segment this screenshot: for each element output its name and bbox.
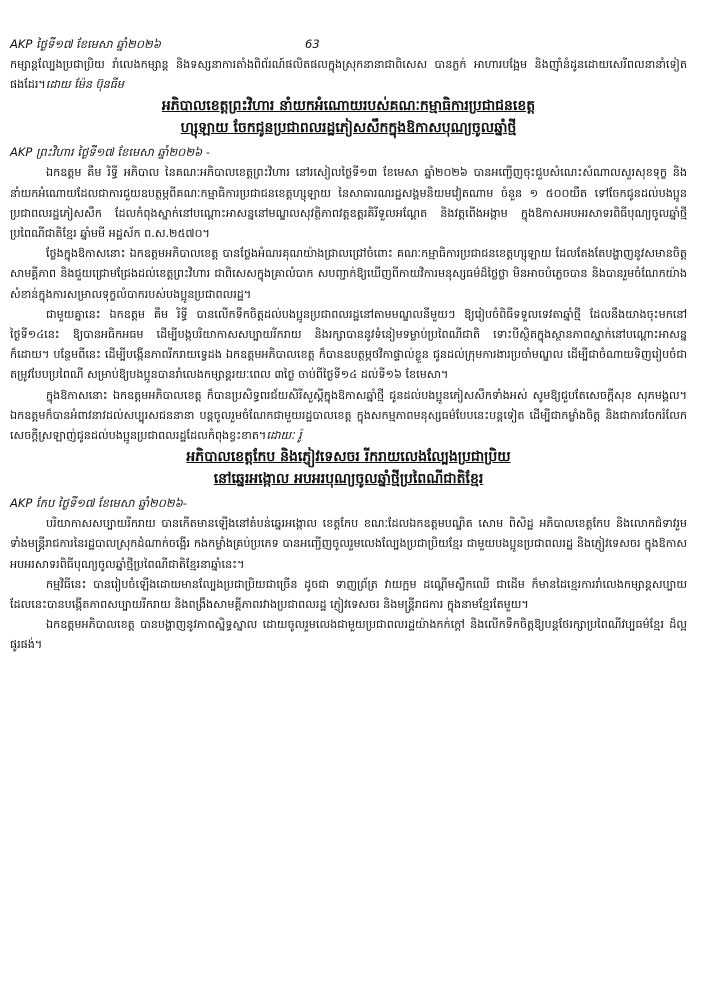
article-1-paragraph-1: ឯកឧត្ដម គឹម រិទ្ធី អភិបាល នៃគណៈអភិបាលខេត្តព្រះវិហារ នៅរសៀលថ្ងៃទី១៣ ខែមេសា ឆ្នាំ២០២៦ បានអញ្ជើញចុះជួបសំណេះសំណាលសួរសុខទុក្ខ និងនាំយកអំណោយដែលជាការជួយឧបត្ថម្ភពីគណៈកម្មាធិការប្រជាជនខេត្តហ្សុឡាយ នៃសាធារណរដ្ឋសង្គមនិយមវៀតណាម ចំនួន ១ ៥០០យឺត ទៅចែកជូនដល់បងប្អូនប្រជាពលរដ្ឋភៀសសឹក ដែលកំពុងស្នាក់នៅបណ្តោះអាសន្ននៅមណ្ឌលសុវត្ថិភាពវត្តឧត្តរគិរីទួលអណ្តែត និងវត្តពើងអង្កាម ក្នុងឱកាសអបអរសាទរពិធីបុណ្យចូលឆ្នាំថ្មីប្រពៃណីជាតិខ្មែរ ឆ្នាំមមី អដ្ឋស័ក ព.ស.២៥៧០។: [10, 166, 687, 241]
article-1: [10, 95, 687, 446]
article-1-byline: ដោយៈ រ៉ូ: [266, 429, 302, 443]
header-dateline: AKP ថ្ងៃទី១៧ ខែមេសា ឆ្នាំ២០២៦: [10, 37, 161, 51]
article-1-paragraph-4-text: ក្នុងឱកាសនោះ ឯកឧត្តមអភិបាលខេត្ត ក៏បានប្រសិទ្ធពរជ័យសិរីសួស្តីក្នុងឱកាសឆ្នាំថ្មី ជូនដល់បងប្អូនភៀសសឹកទាំងអស់ សូមឱ្យជួបតែសេចក្តីសុខ សុភមង្គល។ ឯកឧត្តមក៏បានអំពាវនាវដល់សប្បុរសជននានា បន្តចូលរួមចំណែកជាមួយរដ្ឋបាលខេត្ត ក្នុងសកម្មភាពមនុស្សធម៌បែបនេះបន្តទៀត ដើម្បីជាកម្លាំងចិត្ត និងជាការចែករំលែកសេចក្តីស្រឡាញ់ជូនដល់បងប្អូនប្រជាពលរដ្ឋដែលកំពុងខ្វះខាត។: [10, 388, 687, 443]
continuation-paragraph: [10, 55, 687, 95]
page-header: [10, 34, 687, 54]
page-number: 63: [305, 37, 320, 51]
article-2: [10, 446, 687, 655]
article-2-headline-line-2: នៅឆ្នេរអង្កោល អបអរបុណ្យចូលឆ្នាំថ្មីប្រពៃណីជាតិខ្មែរ: [213, 471, 484, 488]
article-1-headline-line-2: ហ្សុឡាយ ចែកជូនប្រជាពលរដ្ឋភៀសសឹកក្នុងឱកាសបុណ្យចូលឆ្នាំថ្មី: [180, 120, 517, 137]
article-1-headline-line-1: អភិបាលខេត្តព្រះវិហារ នាំយកអំណោយរបស់គណៈកម្មាធិការប្រជាជនខេត្ត: [161, 98, 536, 115]
article-1-paragraph-4: [10, 386, 687, 447]
article-2-dateline: AKP កែប ថ្ងៃទី១៧ ខែមេសា ឆ្នាំ២០២៦-: [10, 496, 187, 511]
article-2-paragraph-1: បរិយាកាសសប្បាយរីករាយ បានកើតមានឡើងនៅតំបន់ឆ្នេរអង្កោល ខេត្តកែប ខណៈដែលឯកឧត្តមបណ្ឌិត សោម ពិសិដ្ឋ អភិបាលខេត្តកែប និងលោកជំទាវរួមទាំងមន្ត្រីរាជការនៃរដ្ឋបាលស្រុកដំណាក់ចង្អើរ កងកម្លាំងគ្រប់ប្រភេទ បានអញ្ជើញចូលរួមលេងល្បែងប្រជាប្រិយខ្មែរ ជាមួយបងប្អូនប្រជាពលរដ្ឋ និងភ្ញៀវទេសចរ ក្នុងឱកាសអបអរសាទរពិធីបុណ្យចូលឆ្នាំថ្មីប្រពៃណីជាតិខ្មែរនាឆ្នាំនេះ។: [10, 517, 687, 571]
article-1-paragraph-3: ជាមួយគ្នានេះ ឯកឧត្តម គឹម រិទ្ធី បានលើកទឹកចិត្តដល់បងប្អូនប្រជាពលរដ្ឋនៅតាមមណ្ឌលនីមួយៗ ឱ្យរៀបចំពិធីទទួលទេវតាឆ្នាំថ្មី ដែលនឹងយាងចុះមកនៅថ្ងៃទី១៤នេះ ឱ្យបានអធិកអធម ដើម្បីបង្កបរិយាកាសសប្បាយរីករាយ និងរក្សាបាននូវទំនៀមទម្លាប់ប្រពៃណីជាតិ ទោះបីស្ថិតក្នុងស្ថានភាពស្នាក់នៅបណ្តោះអាសន្នក៏ដោយ។ បន្ថែមពីនេះ ដើម្បីបង្កើនភាពរីករាយទ្វេដង ឯកឧត្តមអភិបាលខេត្ត ក៏បានឧបត្ថម្ភថវិកាផ្ទាល់ខ្លួន ជូនដល់ក្រុមការងារប្រចាំមណ្ឌល ដើម្បីជាចំណាយទិញរៀបចំជាតម្រូវបែបប្រពៃណី សម្រាប់ឱ្យបងប្អូនបានរាំលេងកម្សាន្តរយៈពេល ៣ថ្ងៃ ចាប់ពីថ្ងៃទី១៤ ដល់ទី១៦ ខែមេសា។: [10, 307, 687, 382]
article-2-paragraph-2: កម្មវិធីនេះ បានរៀបចំឡើងដោយមានល្បែងប្រជាប្រិយជាច្រើន ដូចជា ទាញព្រ័ត្រ វាយក្អម ដណ្តើមស្លឹកឈើ ជាដើម ក៏មានដៃខ្មេរការរាំលេងកម្សាន្តសប្បាយ ដែលនេះបានបង្កើតភាពសប្បាយរីករាយ និងពង្រឹងសាមគ្គីភាពរវាងប្រជាពលរដ្ឋ ភ្ញៀវទេសចរ និងមន្ត្រីរាជការ ក្នុងនាមខ្មែរតែមួយ។: [10, 577, 687, 612]
continuation-text: កម្សាន្តល្បែងប្រជាប្រិយ រាំលេងកម្សាន្ត និងទស្សនាការតាំងពិព័រណ៍ផលិតផលក្នុងស្រុកនានាជាពិសេស បានភ្លក់ អាហារបង្អែម និងញ៉ាំនំដូនដោយសេរីពលនានាំទៀតផងដែរ។: [10, 58, 687, 92]
article-1-paragraph-2: ថ្លែងក្នុងឱកាសនោះ ឯកឧត្តមអភិបាលខេត្ត បានថ្លែងអំណរគុណយ៉ាងជ្រាលជ្រៅចំពោះ គណៈកម្មាធិការប្រជាជនខេត្តហ្សុឡាយ ដែលតែងតែបង្ហាញនូវសមានចិត្តសាមគ្គីភាព និងជួយជ្រោមជ្រែងដល់ខេត្តព្រះវិហារ ជាពិសេសក្នុងគ្រាលំបាក សបញ្ជាក់ឱ្យឃើញពីកាយវិការមនុស្សធម៌ដ៏ថ្លៃថ្លា មិនអាចបំភ្លេចបាន និងបានរួមចំណែកយ៉ាងសំខាន់ក្នុងការសម្រាលទុក្ខលំបាករបស់បងប្អូនប្រជាពលរដ្ឋ។: [10, 247, 687, 301]
article-1-dateline: AKP ព្រះវិហារ ថ្ងៃទី១៧ ខែមេសា ឆ្នាំ២០២៦ -: [10, 145, 210, 160]
continuation-byline: ដោយ ម៉ែន ប៊ុនធីម: [45, 78, 124, 92]
article-2-paragraph-3: ឯកឧត្តមអភិបាលខេត្ត បានបង្ហាញនូវភាពស្និទ្ធស្នាល ដោយចូលរួមលេងជាមួយប្រជាពលរដ្ឋយ៉ាងកក់ក្តៅ និងលើកទឹកចិត្តឱ្យបន្តថែរក្សាប្រពៃណីវប្បធម៌ខ្មែរ ដ៏ល្អផូរផង់។: [10, 618, 687, 652]
article-2-headline-line-1: អភិបាលខេត្តកែប និងភ្ញៀវទេសចរ រីករាយលេងល្បែងប្រជាប្រិយ: [186, 449, 511, 466]
